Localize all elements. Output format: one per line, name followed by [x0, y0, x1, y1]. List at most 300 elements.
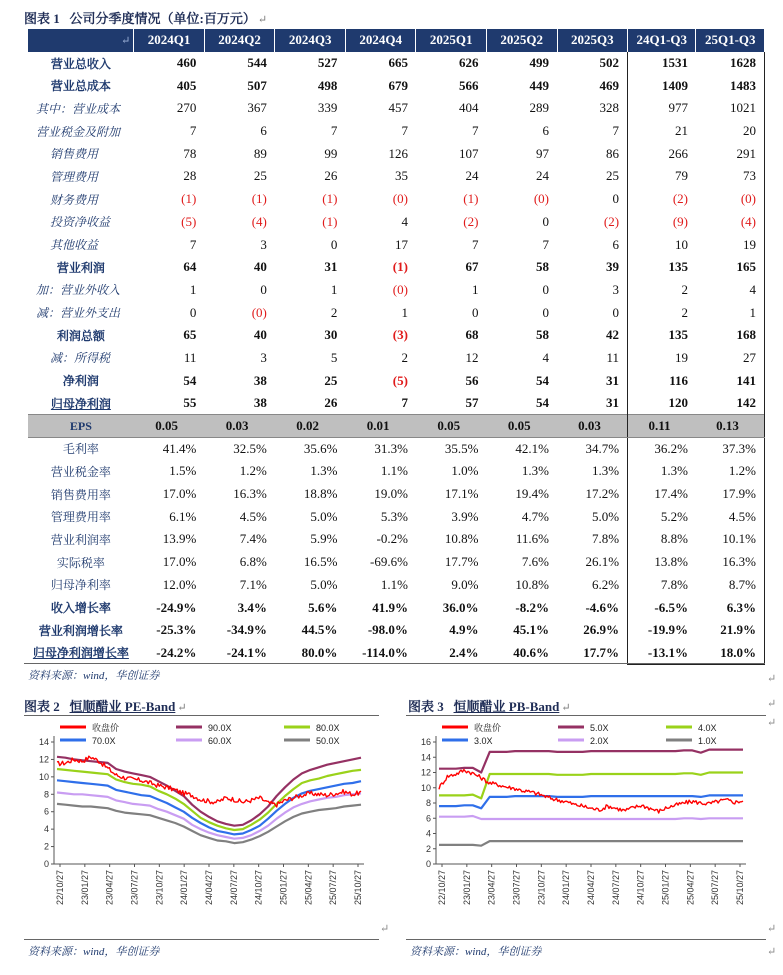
table-row	[28, 52, 765, 75]
table-cell: -34.9%	[226, 622, 267, 638]
table-cell: 289	[529, 100, 549, 116]
x-tick-label: 23/07/27	[511, 870, 522, 906]
y-tick-label: 16	[420, 737, 431, 747]
y-tick-label: 14	[38, 737, 49, 747]
table-cell: 7	[471, 123, 479, 139]
table-cell: 10.8%	[444, 531, 479, 547]
table-cell: 36.0%	[442, 599, 479, 615]
column-header: 2024Q3	[275, 29, 346, 52]
table-cell: 30	[324, 327, 338, 343]
table-cell: 2	[401, 349, 408, 365]
x-tick-label: 25/04/27	[685, 870, 696, 906]
table-cell: 55	[183, 395, 197, 411]
table-row	[28, 301, 765, 324]
x-tick-label: 22/10/27	[437, 870, 447, 906]
table-cell: 26.9%	[583, 622, 620, 638]
table-cell: 45.1%	[513, 622, 549, 638]
table-cell: 68	[465, 327, 479, 343]
row-label: 加：营业外收入	[36, 283, 121, 298]
table-cell: 404	[458, 100, 479, 116]
table-cell: (0)	[696, 188, 765, 211]
row-label: 其中：营业成本	[36, 101, 121, 116]
column-header: 2024Q4	[345, 29, 416, 52]
table-cell: -69.6%	[370, 554, 408, 570]
x-tick-label: 24/04/27	[586, 870, 596, 906]
table-cell: (0)	[392, 281, 408, 297]
table-cell: 1	[471, 281, 479, 297]
table-cell: 8.8%	[628, 528, 696, 551]
table-cell: 26	[324, 395, 338, 411]
table-cell: 0.05	[416, 415, 487, 438]
row-label: 投资净收益	[50, 215, 111, 230]
table-cell: (0)	[251, 304, 267, 320]
table-cell: 469	[599, 77, 620, 93]
table-cell: 31	[606, 395, 620, 411]
legend-label: 3.0X	[474, 736, 493, 746]
table-cell: -6.5%	[628, 596, 696, 619]
x-tick-label: 24/10/27	[635, 870, 646, 906]
table-cell: 116	[628, 369, 696, 392]
y-tick-label: 2	[43, 841, 49, 852]
row-label: 营业利润	[56, 260, 105, 275]
x-tick-label: 25/10/27	[735, 870, 745, 906]
x-tick-label: 24/04/27	[204, 870, 214, 906]
table-cell: 527	[317, 55, 338, 71]
table-cell: 4	[401, 213, 408, 229]
table-row	[28, 211, 765, 234]
y-tick-label: 12	[420, 767, 431, 778]
table-row	[28, 97, 765, 120]
x-tick-label: 23/01/27	[79, 870, 90, 906]
table-cell: 54	[183, 372, 197, 388]
row-label: 归母净利率	[50, 578, 111, 593]
table-cell: -24.2%	[156, 644, 197, 660]
table-cell: 168	[696, 324, 765, 347]
series-line-50.0X	[57, 804, 361, 843]
table-cell: 35.5%	[444, 440, 479, 456]
table-cell: (1)	[251, 191, 267, 207]
table-cell: 165	[696, 256, 765, 279]
y-tick-label: 12	[38, 754, 49, 765]
row-label: 营业总成本	[50, 79, 111, 94]
table-row	[28, 596, 765, 619]
table-row	[28, 165, 765, 188]
table-cell: 6.3%	[696, 596, 765, 619]
table-cell: 1.1%	[380, 576, 408, 592]
table-cell: 405	[176, 77, 197, 93]
table-cell: (3)	[392, 327, 408, 343]
table-cell: 13.9%	[162, 531, 197, 547]
table-cell: 40	[253, 259, 267, 275]
table-cell: -24.9%	[156, 599, 197, 615]
table-cell: 0	[542, 304, 549, 320]
table-cell: 626	[458, 55, 479, 71]
table-cell: 3.4%	[237, 599, 267, 615]
table-cell: 2	[330, 304, 338, 320]
series-line-3.0X	[439, 795, 743, 808]
y-tick-label: 2	[425, 843, 431, 854]
table-cell: 17.9%	[696, 483, 765, 506]
table-cell: 12	[465, 349, 479, 365]
table-cell: 6	[542, 123, 549, 139]
table-row	[28, 415, 765, 438]
table-cell: 26	[324, 168, 338, 184]
legend-label: 80.0X	[316, 723, 340, 733]
pe-figure-title: 图表 2 恒顺醋业 PE-Band ↵	[24, 699, 187, 714]
table-cell: 67	[465, 259, 479, 275]
series-line-90.0X	[57, 757, 361, 826]
row-label: 实际税率	[56, 555, 105, 570]
table-cell: 1.3%	[521, 463, 549, 479]
table-cell: 11	[606, 349, 620, 365]
legend-label: 90.0X	[208, 723, 232, 733]
table-cell: 1.3%	[591, 463, 620, 479]
row-label: 归母净利润	[50, 396, 111, 411]
table-cell: 42	[606, 327, 620, 343]
table-cell: 20	[696, 120, 765, 143]
y-tick-label: 10	[38, 771, 49, 782]
table-cell: 1.0%	[451, 463, 479, 479]
table-bottom-rule	[24, 663, 765, 664]
x-tick-label: 23/07/27	[129, 870, 140, 906]
x-tick-label: 25/07/27	[328, 870, 339, 906]
table-cell: 97	[536, 145, 549, 161]
table-cell: 499	[529, 55, 549, 71]
row-label: 销售费用率	[50, 487, 111, 502]
row-label: 收入增长率	[50, 601, 111, 616]
table-cell: -0.2%	[376, 531, 408, 547]
table-cell: 1	[189, 281, 197, 297]
y-tick-label: 4	[425, 828, 431, 839]
table-cell: 1021	[696, 97, 765, 120]
table-cell: 27	[696, 347, 765, 370]
table-cell: 35	[394, 168, 408, 184]
column-header: 2025Q2	[486, 29, 557, 52]
table-cell: 3.9%	[451, 508, 479, 524]
table-cell: 19	[696, 233, 765, 256]
table-cell: 5	[330, 349, 338, 365]
table-cell: 1	[330, 281, 338, 297]
pb-figure-title: 图表 3 恒顺醋业 PB-Band ↵	[408, 699, 571, 714]
x-tick-label: 25/01/27	[278, 870, 289, 906]
table-cell: 17.7%	[583, 644, 620, 660]
table-source: 资料来源：wind，华创证券	[28, 670, 160, 682]
table-cell: 64	[183, 259, 197, 275]
x-tick-label: 25/04/27	[303, 870, 314, 906]
pb-band-chart	[408, 720, 758, 938]
series-line-2.0X	[439, 816, 743, 819]
table-cell: 17.4%	[628, 483, 696, 506]
table-row	[28, 437, 765, 460]
table-cell: 31	[606, 372, 620, 388]
table-cell: 367	[247, 100, 267, 116]
table-cell: 0.05	[486, 415, 557, 438]
y-tick-label: 8	[43, 789, 49, 800]
table-cell: 0.05	[134, 415, 205, 438]
table-cell: -19.9%	[628, 619, 696, 642]
x-tick-label: 24/07/27	[228, 870, 239, 906]
table-cell: 42.1%	[515, 440, 549, 456]
table-cell: 507	[247, 77, 267, 93]
table-cell: (9)	[628, 211, 696, 234]
table-cell: 41.4%	[162, 440, 197, 456]
table-cell: 25	[253, 168, 267, 184]
row-label: 管理费用	[50, 169, 99, 184]
table-cell: 5.6%	[308, 599, 338, 615]
table-cell: 25	[324, 372, 338, 388]
table-cell: 977	[628, 97, 696, 120]
table-cell: 457	[388, 100, 408, 116]
legend-label: 1.0X	[698, 736, 717, 746]
y-tick-label: 4	[43, 824, 49, 835]
table-cell: 1.1%	[380, 463, 408, 479]
table-cell: 7	[471, 236, 479, 252]
table-row	[28, 120, 765, 143]
table-cell: 0	[189, 304, 197, 320]
table-figure-title: 图表 1 公司分季度情况（单位:百万元） ↵	[24, 11, 268, 26]
table-cell: 0	[260, 281, 267, 297]
table-cell: 40.6%	[513, 644, 549, 660]
table-cell: -8.2%	[515, 599, 549, 615]
column-header: 2025Q3	[557, 29, 628, 52]
legend-label: 2.0X	[590, 736, 609, 746]
table-cell: 78	[183, 145, 197, 161]
quarterly-table	[28, 29, 765, 665]
table-cell: 7	[401, 123, 408, 139]
table-cell: 31	[324, 259, 338, 275]
pe-source: 资料来源：wind，华创证券	[28, 946, 160, 958]
y-tick-label: 10	[420, 782, 431, 793]
table-cell: 1.5%	[169, 463, 197, 479]
series-line-4.0X	[439, 773, 743, 799]
table-cell: -114.0%	[362, 644, 408, 660]
column-header: 24Q1-Q3	[628, 29, 696, 52]
table-cell: (1)	[322, 191, 338, 207]
table-cell: 328	[599, 100, 620, 116]
table-cell: 54	[536, 395, 549, 411]
x-tick-label: 24/10/27	[253, 870, 264, 906]
x-tick-label: 25/10/27	[353, 870, 363, 906]
table-cell: 1.3%	[310, 463, 338, 479]
table-cell: 679	[388, 77, 408, 93]
table-cell: 58	[536, 259, 549, 275]
table-cell: 7	[612, 123, 620, 139]
table-cell: (5)	[181, 213, 197, 229]
table-cell: 58	[536, 327, 549, 343]
table-cell: 65	[183, 327, 197, 343]
column-header: 2024Q1	[134, 29, 205, 52]
column-header: 2024Q2	[204, 29, 275, 52]
figure-caption: 恒顺醋业 PE-Band	[69, 699, 176, 714]
table-cell: 24	[465, 168, 479, 184]
y-tick-label: 0	[425, 859, 431, 869]
table-cell: 99	[324, 145, 338, 161]
table-row	[28, 460, 765, 483]
table-cell: 3	[260, 349, 267, 365]
table-cell: 12.0%	[162, 576, 197, 592]
table-cell: (5)	[392, 372, 408, 388]
table-cell: 142	[696, 392, 765, 415]
table-cell: 17.0%	[162, 554, 197, 570]
row-label: 减：所得税	[50, 351, 111, 366]
table-cell: 36.2%	[628, 437, 696, 460]
column-header: 2025Q1	[416, 29, 487, 52]
y-tick-label: 0	[43, 859, 49, 869]
y-tick-label: 8	[425, 798, 431, 808]
table-row	[28, 233, 765, 256]
table-cell: 19.0%	[374, 486, 408, 502]
table-cell: 0	[471, 304, 479, 320]
table-cell: 6	[260, 123, 267, 139]
row-label: 财务费用	[50, 192, 99, 207]
x-tick-label: 23/10/27	[154, 870, 165, 906]
table-cell: 1483	[696, 74, 765, 97]
table-cell: 566	[458, 77, 479, 93]
legend-label: 70.0X	[92, 736, 116, 746]
table-cell: 3	[260, 236, 267, 252]
table-cell: 3	[612, 281, 620, 297]
table-cell: 502	[599, 55, 620, 71]
table-row	[28, 188, 765, 211]
table-cell: 270	[176, 100, 197, 116]
table-cell: 141	[696, 369, 765, 392]
table-cell: 10	[628, 233, 696, 256]
table-cell: 449	[529, 77, 549, 93]
pe-bottom-rule	[24, 939, 379, 940]
table-cell: 2	[628, 301, 696, 324]
table-cell: 1	[401, 304, 408, 320]
row-label: 营业税金率	[50, 464, 111, 479]
table-cell: 86	[606, 145, 620, 161]
table-cell: 11.6%	[515, 531, 549, 547]
table-cell: 28	[183, 168, 197, 184]
table-header-row	[28, 29, 765, 52]
table-row	[28, 324, 765, 347]
table-cell: (4)	[696, 211, 765, 234]
table-cell: -4.6%	[585, 599, 620, 615]
table-row	[28, 551, 765, 574]
table-cell: 32.5%	[233, 440, 267, 456]
table-cell: 7	[401, 395, 408, 411]
table-cell: 0	[612, 191, 620, 207]
legend-label: 4.0X	[698, 723, 717, 733]
table-row	[28, 619, 765, 642]
figure-caption: 公司分季度情况（单位:百万元）	[69, 11, 256, 26]
table-cell: 38	[253, 372, 267, 388]
table-cell: 5.0%	[591, 508, 620, 524]
table-cell: 4.9%	[449, 622, 479, 638]
table-cell: 19	[628, 347, 696, 370]
table-cell: -13.1%	[628, 642, 696, 665]
table-cell: 1409	[628, 74, 696, 97]
table-cell: 0	[330, 236, 338, 252]
table-cell: 54	[536, 372, 549, 388]
table-cell: 544	[247, 55, 267, 71]
table-cell: 460	[176, 55, 197, 71]
table-cell: 17.0%	[162, 486, 197, 502]
row-label: 其他收益	[50, 238, 99, 253]
table-cell: 18.8%	[303, 486, 338, 502]
figure-label: 图表 1	[24, 11, 60, 26]
y-tick-label: 14	[420, 752, 431, 763]
table-cell: 1.2%	[239, 463, 267, 479]
table-cell: 31.3%	[374, 440, 408, 456]
table-cell: 41.9%	[372, 599, 408, 615]
table-cell: 291	[696, 142, 765, 165]
table-row	[28, 279, 765, 302]
table-cell: 6	[612, 236, 620, 252]
table-cell: (4)	[251, 213, 267, 229]
table-cell: 80.0%	[301, 644, 338, 660]
table-cell: 0	[542, 281, 549, 297]
series-line-60.0X	[57, 793, 361, 839]
table-cell: 73	[696, 165, 765, 188]
table-cell: 2	[628, 279, 696, 302]
table-cell: (1)	[463, 191, 479, 207]
table-cell: 0	[542, 213, 549, 229]
table-cell: -24.1%	[226, 644, 267, 660]
table-cell: 57	[465, 395, 479, 411]
table-cell: 135	[628, 324, 696, 347]
table-cell: 19.4%	[515, 486, 549, 502]
row-label: 营业税金及附加	[36, 124, 121, 139]
column-header: 25Q1-Q3	[696, 29, 765, 52]
y-tick-label: 6	[43, 806, 49, 817]
table-cell: 44.5%	[301, 622, 338, 638]
table-cell: (0)	[533, 191, 549, 207]
table-row	[28, 142, 765, 165]
table-cell: 5.2%	[628, 505, 696, 528]
table-cell: 126	[388, 145, 408, 161]
table-cell: 5.0%	[310, 508, 338, 524]
table-row	[28, 74, 765, 97]
x-tick-label: 22/10/27	[55, 870, 65, 906]
table-cell: 89	[253, 145, 267, 161]
table-cell: 7	[189, 123, 197, 139]
row-label: 营业利润率	[50, 532, 111, 547]
table-cell: 35.6%	[303, 440, 338, 456]
table-cell: 25	[606, 168, 620, 184]
table-cell: (2)	[628, 188, 696, 211]
pb-source: 资料来源：wind，华创证券	[410, 946, 542, 958]
table-cell: (2)	[463, 213, 479, 229]
table-cell: 6.2%	[591, 576, 620, 592]
legend-label: 5.0X	[590, 723, 609, 733]
table-cell: (1)	[181, 191, 197, 207]
table-cell: 17.7%	[444, 554, 479, 570]
row-label: 毛利率	[62, 442, 99, 457]
table-cell: (2)	[603, 213, 620, 229]
table-cell: 4.7%	[521, 508, 549, 524]
legend-label: 50.0X	[316, 736, 340, 746]
corner-cell: ↵	[28, 29, 134, 52]
series-line-1.0X	[439, 841, 743, 846]
table-cell: 9.0%	[451, 576, 479, 592]
table-cell: 7	[542, 236, 549, 252]
table-cell: 1	[696, 301, 765, 324]
table-cell: -98.0%	[367, 622, 408, 638]
table-cell: 0	[612, 304, 620, 320]
table-cell: 17	[394, 236, 408, 252]
table-cell: 16.3%	[233, 486, 267, 502]
x-tick-label: 24/01/27	[179, 870, 190, 906]
pb-bottom-rule	[406, 939, 766, 940]
x-tick-label: 25/07/27	[710, 870, 721, 906]
table-cell: 7.1%	[239, 576, 267, 592]
table-row	[28, 256, 765, 279]
table-cell: 37.3%	[696, 437, 765, 460]
table-cell: 10.1%	[696, 528, 765, 551]
